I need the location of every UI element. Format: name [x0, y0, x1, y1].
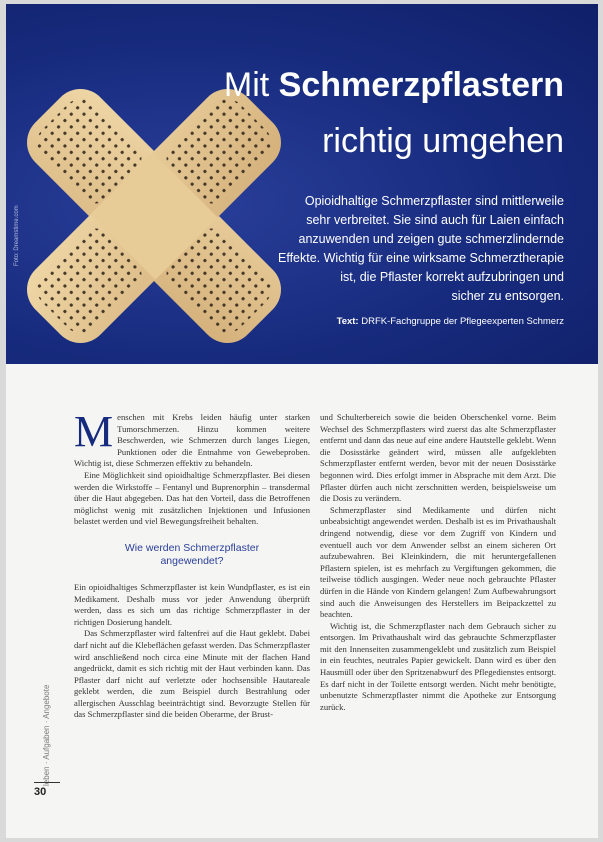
byline-label: Text:	[336, 316, 359, 327]
paragraph: Ein opioidhaltiges Schmerzpflaster ist kein Wundpflaster, es ist ein Medikament. Deshalb muss vor jeder Anwendung überprüft werden, dass es sich um das richtige Schmerzpflaster in der richtigen Dosierung handelt.	[74, 581, 310, 627]
dropcap: M	[74, 407, 114, 456]
paragraph: und Schulterbereich sowie die beiden Oberschenkel vorne. Beim Wechsel des Schmerzpflasters wird zuerst das alte Schmerzpflaster entfernt und dann das neue auf eine andere Hautstelle geklebt. Wenn die Dosisstärke geändert wird, müssen alle aufgeklebten Schmerzpflaster entfernt werden, bevor mit der neuen Dosisstärke begonnen wird. Dies erfolgt immer in Absprache mit dem Arzt. Die Pflaster dürfen auch nicht zerschnitten werden, beispielsweise um die Dosis zu verändern.	[320, 412, 556, 504]
section-tag: leben · Aufgaben · Angebote	[42, 684, 51, 786]
paragraph: Schmerzpflaster sind Medikamente und dürfen nicht unbeabsichtigt angewendet werden. Deshalb ist es im Privathaushalt dringend notwendig, diese vor dem Zugriff von Kindern und eventuell auch vor dem Anwender selbst an einem sicheren Ort aufzubewahren. Bei Kleinkindern, die mit heruntergefallenen Pflastern spielen, ist es mehrfach zu Vergiftungen gekommen, die teilweise tödlich ausgingen. Weder neue noch gebrauchte Pflaster dürfen in die Hände von Kindern gelangen! Zum Aufbewahrungsort sind auch die Anweisungen des Herstellers im Beipackzettel zu beachten.	[320, 504, 556, 620]
paragraph: enschen mit Krebs leiden häufig unter starken Tumorschmerzen. Hinzu kommen weitere Beschwerden, wie Schmerzen durch langes Liegen, Punktionen oder die Entnahme von Gewebeproben. Wichtig ist, diese Schmerzen effektiv zu behandeln.	[74, 412, 310, 469]
paragraph: Das Schmerzpflaster wird faltenfrei auf die Haut geklebt. Dabei darf nicht auf die Klebeflächen gefasst werden. Das Schmerzpflaster wird anschließend noch circa eine Minute mit der flachen Hand angedrückt, damit es sich richtig mit der Haut verbinden kann. Das Pflaster darf nicht auf verletzte oder hochsensible Hautareale geklebt werden, die zum Beispiel durch Bestrahlung oder allergischen Ausschlag beeinträchtigt sind. Bevorzugte Stellen für das Schmerzpflaster sind die beiden Oberarme, der Brust-	[74, 628, 310, 720]
article-body	[6, 364, 598, 838]
paragraph: Eine Möglichkeit sind opioidhaltige Schmerzpflaster. Bei diesen werden die Wirkstoffe – Fentanyl und Buprenorphin – transdermal über die Haut abgegeben. Das hat den Vorteil, dass die Betroffenen möglichst wenig mit zusätzlichen Injektionen und Infusionen belastet werden und viel Bewegungsfreiheit behalten.	[74, 469, 310, 527]
intro-line: sehr verbreitet. Sie sind auch für Laien einfach	[306, 213, 564, 227]
intro-teaser	[264, 192, 564, 306]
crossed-plasters-image	[6, 4, 598, 364]
headline-line-1	[224, 68, 564, 102]
subheading	[74, 542, 310, 568]
right-column	[320, 412, 556, 713]
intro-line: ist, die Pflaster korrekt aufzubringen und	[340, 270, 564, 284]
subheading-line: Wie werden Schmerzpflaster	[124, 541, 260, 554]
paragraph: Wichtig ist, die Schmerzpflaster nach dem Gebrauch sicher zu entsorgen. Im Privathaushalt wird das gebrauchte Schmerzpflaster mit den Innenseiten zusammengeklebt und zusätzlich zum Beispiel in ein feuchtes, neutrales Papier gewickelt. Dann wird es über den Hausmüll oder über den Spritzenabwurf des Pflegedienstes entsorgt. Es darf nicht in der Toilette entsorgt werden. Nicht mehr benötigte, unbenutzte Schmerzpflaster nimmt die Apotheke zur Entsorgung zurück.	[320, 620, 556, 712]
headline-plain: Mit	[223, 66, 279, 104]
intro-line: anzuwenden und zeigen gute schmerzlindernde	[298, 232, 564, 246]
headline-bold: Schmerzpflastern	[278, 66, 564, 104]
photo-credit: Foto: Dreamstime.com	[14, 205, 20, 266]
byline	[337, 316, 564, 327]
headline-line-2: richtig umgehen	[322, 122, 564, 160]
subheading-line: angewendet?	[160, 554, 224, 567]
page-number: 30	[34, 782, 60, 798]
hero-banner	[6, 4, 598, 364]
magazine-page	[6, 4, 598, 838]
byline-text: DRFK-Fachgruppe der Pflegeexperten Schmerz	[358, 316, 564, 327]
intro-line: sicher zu entsorgen.	[451, 289, 564, 303]
left-column	[74, 407, 310, 721]
intro-line: Opioidhaltige Schmerzpflaster sind mittlerweile	[304, 194, 564, 208]
intro-line: Effekte. Wichtig für eine wirksame Schmerztherapie	[278, 251, 564, 265]
